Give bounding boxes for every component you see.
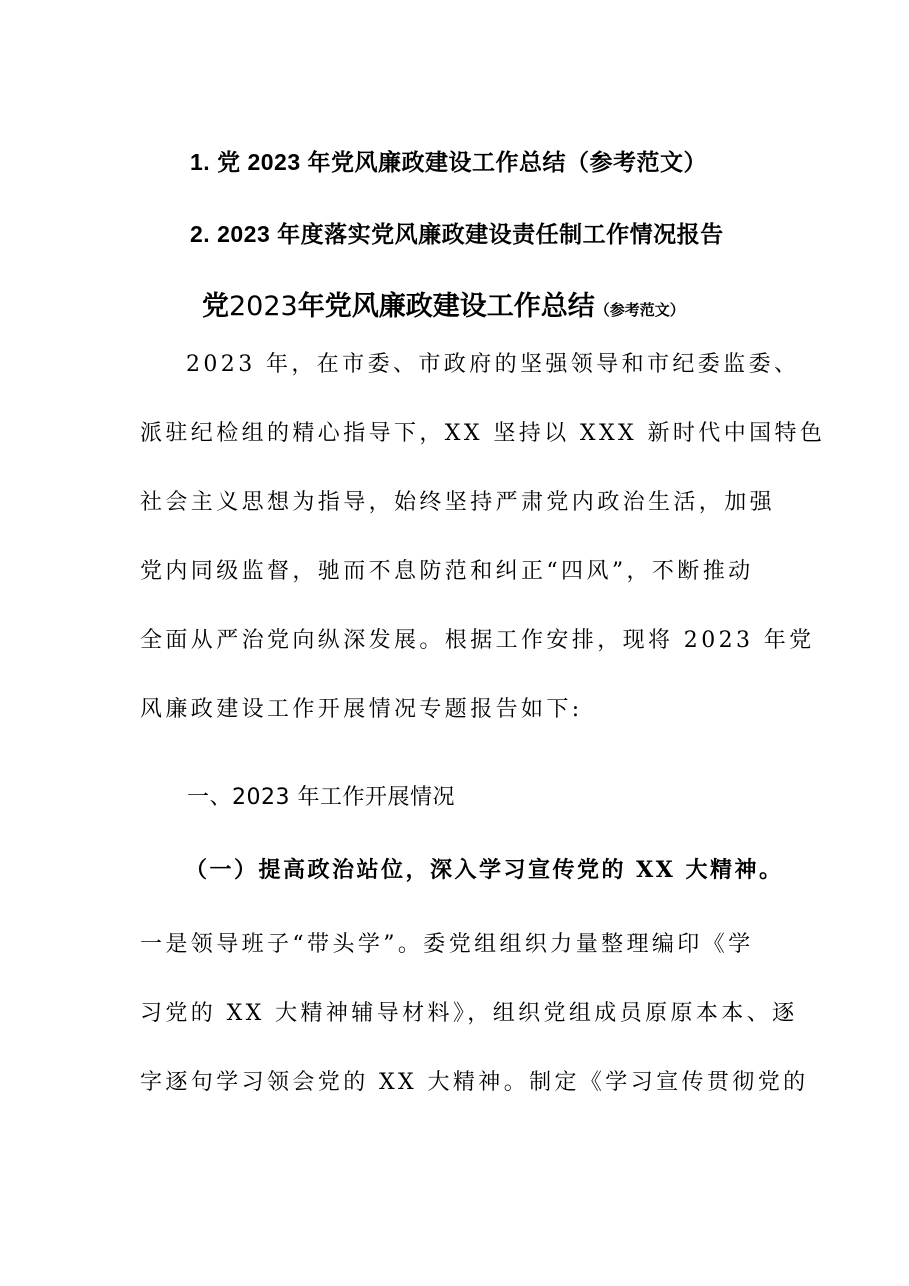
paragraph-line: 全面从严治党向纵深发展。根据工作安排，现将 2023 年党 (140, 628, 815, 653)
title-note: （参考范文） (594, 301, 685, 319)
paragraph-line: 党内同级监督，驰而不息防范和纠正“四风”，不断推动 (140, 559, 754, 584)
body-paragraph (140, 910, 809, 1117)
document-title (202, 284, 685, 323)
toc-item-1[interactable]: 1. 党 2023 年党风廉政建设工作总结（参考范文） (190, 149, 708, 175)
section-heading: 一、2023 年工作开展情况 (187, 785, 455, 810)
paragraph-line: 2023 年，在市委、市政府的坚强领导和市纪委监委、 (186, 352, 800, 377)
intro-paragraph (140, 330, 826, 744)
title-year: 2023 (229, 291, 298, 322)
paragraph-line: 社会主义思想为指导，始终坚持严肃党内政治生活，加强 (140, 490, 776, 515)
paragraph-line: 派驻纪检组的精心指导下，XX 坚持以 XXX 新时代中国特色 (140, 421, 826, 446)
paragraph-line: 一是领导班子“带头学”。委党组组织力量整理编印《学 (140, 932, 754, 957)
toc-item-2[interactable]: 2. 2023 年度落实党风廉政建设责任制工作情况报告 (190, 221, 724, 247)
paragraph-line: 风廉政建设工作开展情况专题报告如下: (140, 697, 583, 722)
title-part-3: 年党风廉政建设工作总结 (297, 291, 595, 322)
paragraph-line: 习党的 XX 大精神辅导材料》，组织党组成员原原本本、逐 (140, 1001, 798, 1026)
subsection-heading: （一）提高政治站位，深入学习宣传党的 XX 大精神。 (185, 857, 784, 883)
paragraph-line: 字逐句学习领会党的 XX 大精神。制定《学习宣传贯彻党的 (140, 1070, 809, 1095)
title-part-1: 党 (202, 291, 229, 322)
